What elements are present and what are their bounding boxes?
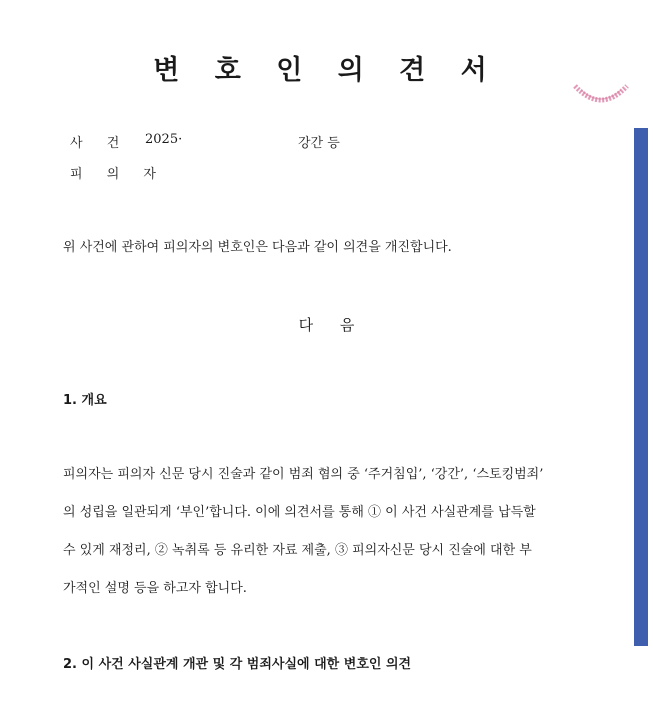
paragraph-line: 의 성립을 일관되게 ‘부인’합니다. 이에 의견서를 통해 ① 이 사건 사실관계를 납득할 [63,505,536,520]
case-label: 사 건 [70,136,130,151]
subtitle: 다 음 [298,316,355,334]
seal-stamp [573,80,629,110]
section-2-heading: 2. 이 사건 사실관계 개관 및 각 범죄사실에 대한 변호인 의견 [63,657,412,672]
case-number: 2025· [145,132,183,147]
document-title: 변 호 인 의 견 서 [153,55,500,86]
paragraph-line: 수 있게 재정리, ② 녹취록 등 유리한 자료 제출, ③ 피의자신문 당시 진술에 대한 부 [63,543,532,558]
suspect-label: 피 의 자 [70,167,166,182]
side-bar [634,128,648,646]
paragraph-line: 피의자는 피의자 신문 당시 진술과 같이 범죄 혐의 중 ‘주거침입’, ‘강간’, ‘스토킹범죄’ [63,467,544,482]
intro-text: 위 사건에 관하여 피의자의 변호인은 다음과 같이 의견을 개진합니다. [63,240,452,255]
section-1-paragraph [63,463,603,615]
case-name: 강간 등 [298,136,340,151]
paragraph-line: 가적인 설명 등을 하고자 합니다. [63,581,247,596]
section-1-heading: 1. 개요 [63,393,107,408]
